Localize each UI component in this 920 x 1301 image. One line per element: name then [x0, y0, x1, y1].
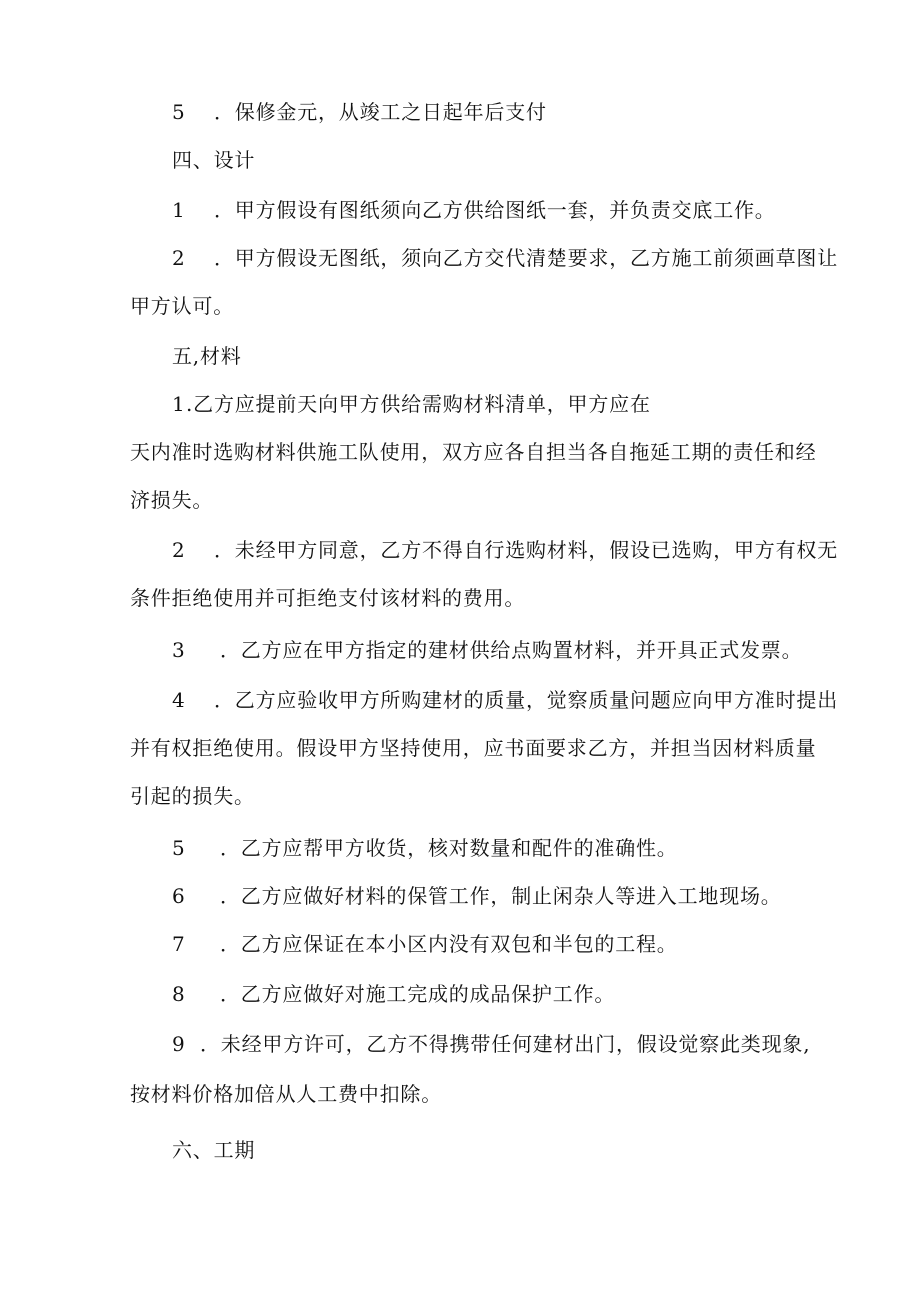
- clause-text: 条件拒绝使用并可拒绝支付该材料的费用。: [130, 586, 526, 610]
- clause-text: ．未经甲方同意，乙方不得自行选购材料，假设已选购，甲方有权无: [214, 538, 838, 562]
- clause-number: 5: [172, 100, 186, 124]
- clause-text: ．未经甲方许可，乙方不得携带任何建材出门，假设觉察此类现象,: [200, 1032, 811, 1056]
- clause-number: 1: [172, 392, 186, 416]
- clause-number: 2: [172, 246, 186, 270]
- clause-line: [172, 836, 678, 860]
- clause-line: [172, 100, 547, 124]
- clause-text: ．乙方应做好对施工完成的成品保护工作。: [220, 982, 616, 1006]
- clause-text: ．乙方应保证在本小区内没有双包和半包的工程。: [220, 932, 678, 956]
- clause-text: 并有权拒绝使用。假设甲方坚持使用，应书面要求乙方，并担当因材料质量: [130, 736, 817, 760]
- clause-continuation: [130, 784, 255, 808]
- clause-continuation: [130, 294, 234, 318]
- clause-text: 按材料价格加倍从人工费中扣除。: [130, 1082, 442, 1106]
- section-heading-text: 五,材料: [172, 344, 242, 368]
- clause-line: [172, 932, 678, 956]
- clause-line: [172, 198, 776, 222]
- clause-number: 6: [172, 884, 186, 908]
- clause-text: 济损失。: [130, 488, 214, 512]
- section-heading-text: 四、设计: [172, 148, 256, 172]
- section-heading: [172, 148, 255, 172]
- clause-continuation: [130, 440, 816, 464]
- clause-line: [172, 688, 838, 712]
- clause-line: [172, 982, 615, 1006]
- clause-text: 甲方认可。: [130, 294, 234, 318]
- clause-number: 9: [172, 1032, 186, 1056]
- section-heading-text: 六、工期: [172, 1138, 256, 1162]
- clause-number: 5: [172, 836, 186, 860]
- clause-text: ．乙方应在甲方指定的建材供给点购置材料，并开具正式发票。: [220, 638, 803, 662]
- clause-line: [172, 884, 782, 908]
- clause-number: 3: [172, 638, 186, 662]
- clause-text: ．甲方假设有图纸须向乙方供给图纸一套，并负责交底工作。: [214, 198, 776, 222]
- clause-continuation: [130, 1082, 442, 1106]
- clause-text: ．乙方应做好材料的保管工作，制止闲杂人等进入工地现场。: [220, 884, 782, 908]
- clause-text: 引起的损失。: [130, 784, 255, 808]
- clause-continuation: [130, 488, 213, 512]
- clause-text: ．甲方假设无图纸，须向乙方交代清楚要求，乙方施工前须画草图让: [214, 246, 838, 270]
- clause-number: 8: [172, 982, 186, 1006]
- clause-line: [172, 638, 802, 662]
- clause-number: 1: [172, 198, 186, 222]
- clause-text: 天内准时选购材料供施工队使用，双方应各自担当各自拖延工期的责任和经: [130, 440, 817, 464]
- clause-line: [172, 1032, 810, 1056]
- clause-continuation: [130, 586, 525, 610]
- clause-text: .乙方应提前天向甲方供给需购材料清单，甲方应在: [186, 392, 651, 416]
- section-heading: [172, 344, 242, 368]
- clause-number: 2: [172, 538, 186, 562]
- clause-continuation: [130, 736, 816, 760]
- clause-line: [172, 246, 838, 270]
- clause-line: [172, 392, 651, 416]
- clause-text: ．保修金元，从竣工之日起年后支付: [214, 100, 547, 124]
- clause-number: 7: [172, 932, 186, 956]
- clause-number: 4: [172, 688, 186, 712]
- section-heading: [172, 1138, 255, 1162]
- clause-text: ．乙方应帮甲方收货，核对数量和配件的准确性。: [220, 836, 678, 860]
- clause-text: ．乙方应验收甲方所购建材的质量，觉察质量问题应向甲方准时提出: [214, 688, 838, 712]
- clause-line: [172, 538, 838, 562]
